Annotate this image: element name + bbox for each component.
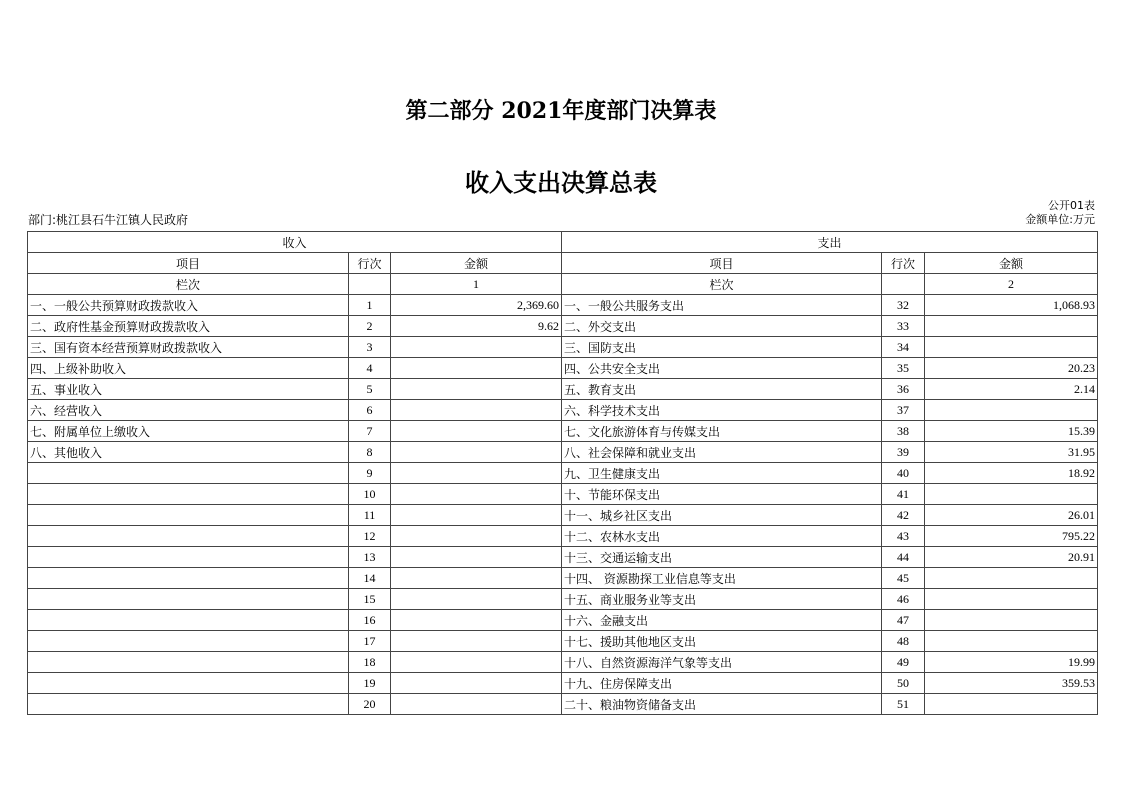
table-row — [28, 358, 1098, 379]
expense-row-number-cell: 34 — [882, 337, 925, 358]
expense-row-no-header: 行次 — [882, 253, 925, 274]
income-item-cell — [28, 547, 349, 568]
table-row — [28, 484, 1098, 505]
expense-amount-cell: 15.39 — [925, 421, 1098, 442]
expense-item-cell: 四、公共安全支出 — [562, 358, 882, 379]
expense-amount-cell — [925, 589, 1098, 610]
expense-sequence-label: 栏次 — [562, 274, 882, 295]
income-item-cell: 四、上级补助收入 — [28, 358, 349, 379]
expense-row-number-cell: 43 — [882, 526, 925, 547]
income-row-no-header: 行次 — [349, 253, 391, 274]
income-amount-cell — [391, 379, 562, 400]
income-amount-header: 金额 — [391, 253, 562, 274]
expense-amount-cell: 31.95 — [925, 442, 1098, 463]
expense-amount-cell: 795.22 — [925, 526, 1098, 547]
table-title: 收入支出决算总表 — [465, 169, 657, 197]
income-row-number-cell: 7 — [349, 421, 391, 442]
expense-item-cell: 十二、农林水支出 — [562, 526, 882, 547]
table-row — [28, 589, 1098, 610]
table-row — [28, 694, 1098, 715]
table-row — [28, 379, 1098, 400]
expense-item-cell: 二十、粮油物资储备支出 — [562, 694, 882, 715]
income-item-cell: 二、政府性基金预算财政拨款收入 — [28, 316, 349, 337]
expense-item-cell: 二、外交支出 — [562, 316, 882, 337]
expense-amount-cell — [925, 631, 1098, 652]
income-sequence-label: 栏次 — [28, 274, 349, 295]
income-row-number-cell: 9 — [349, 463, 391, 484]
expense-amount-cell: 20.23 — [925, 358, 1098, 379]
expense-row-number-cell: 44 — [882, 547, 925, 568]
income-amount-cell — [391, 652, 562, 673]
income-amount-cell: 9.62 — [391, 316, 562, 337]
empty-cell — [882, 274, 925, 295]
income-item-cell — [28, 589, 349, 610]
expense-row-number-cell: 38 — [882, 421, 925, 442]
part-title: 第二部分 2021年度部门决算表 — [405, 98, 717, 124]
expense-amount-cell: 18.92 — [925, 463, 1098, 484]
table-row — [28, 526, 1098, 547]
income-amount-cell — [391, 547, 562, 568]
expense-item-cell: 五、教育支出 — [562, 379, 882, 400]
expense-item-cell: 十一、城乡社区支出 — [562, 505, 882, 526]
expense-amount-cell — [925, 484, 1098, 505]
expense-amount-cell — [925, 316, 1098, 337]
table-row — [28, 400, 1098, 421]
income-amount-cell — [391, 694, 562, 715]
income-row-number-cell: 15 — [349, 589, 391, 610]
income-amount-cell — [391, 505, 562, 526]
expense-row-number-cell: 45 — [882, 568, 925, 589]
table-row — [28, 673, 1098, 694]
expense-item-cell: 十三、交通运输支出 — [562, 547, 882, 568]
income-amount-cell — [391, 568, 562, 589]
income-amount-cell: 2,369.60 — [391, 295, 562, 316]
income-item-cell — [28, 652, 349, 673]
income-item-cell: 八、其他收入 — [28, 442, 349, 463]
expense-row-number-cell: 48 — [882, 631, 925, 652]
expense-amount-header: 金额 — [925, 253, 1098, 274]
income-amount-cell — [391, 484, 562, 505]
expense-amount-cell — [925, 610, 1098, 631]
income-amount-cell — [391, 400, 562, 421]
table-row — [28, 610, 1098, 631]
expense-amount-cell — [925, 337, 1098, 358]
income-amount-cell — [391, 673, 562, 694]
expense-row-number-cell: 33 — [882, 316, 925, 337]
expense-section-header: 支出 — [562, 232, 1098, 253]
income-row-number-cell: 4 — [349, 358, 391, 379]
expense-row-number-cell: 32 — [882, 295, 925, 316]
empty-cell — [349, 274, 391, 295]
expense-amount-cell — [925, 400, 1098, 421]
income-item-cell: 六、经营收入 — [28, 400, 349, 421]
income-item-cell — [28, 568, 349, 589]
expense-item-header: 项目 — [562, 253, 882, 274]
expense-amount-cell: 20.91 — [925, 547, 1098, 568]
income-item-cell: 五、事业收入 — [28, 379, 349, 400]
expense-item-cell: 七、文化旅游体育与传媒支出 — [562, 421, 882, 442]
form-number: 公开01表 — [1048, 199, 1095, 212]
income-item-cell: 三、国有资本经营预算财政拨款收入 — [28, 337, 349, 358]
expense-item-cell: 十、节能环保支出 — [562, 484, 882, 505]
table-row — [28, 568, 1098, 589]
expense-amount-cell: 359.53 — [925, 673, 1098, 694]
income-section-header: 收入 — [28, 232, 562, 253]
income-row-number-cell: 5 — [349, 379, 391, 400]
expense-row-number-cell: 46 — [882, 589, 925, 610]
income-row-number-cell: 16 — [349, 610, 391, 631]
expense-amount-cell: 2.14 — [925, 379, 1098, 400]
expense-row-number-cell: 35 — [882, 358, 925, 379]
income-row-number-cell: 13 — [349, 547, 391, 568]
department-label: 部门:桃江县石牛江镇人民政府 — [28, 213, 189, 227]
income-row-number-cell: 10 — [349, 484, 391, 505]
expense-item-cell: 十八、自然资源海洋气象等支出 — [562, 652, 882, 673]
table-row — [28, 547, 1098, 568]
income-row-number-cell: 20 — [349, 694, 391, 715]
table-row — [28, 316, 1098, 337]
expense-item-cell: 六、科学技术支出 — [562, 400, 882, 421]
expense-row-number-cell: 36 — [882, 379, 925, 400]
table-row — [28, 421, 1098, 442]
income-item-cell — [28, 463, 349, 484]
income-row-number-cell: 1 — [349, 295, 391, 316]
income-amount-cell — [391, 337, 562, 358]
expense-row-number-cell: 42 — [882, 505, 925, 526]
income-row-number-cell: 2 — [349, 316, 391, 337]
income-row-number-cell: 19 — [349, 673, 391, 694]
income-amount-cell — [391, 442, 562, 463]
expense-item-cell: 八、社会保障和就业支出 — [562, 442, 882, 463]
expense-item-cell: 三、国防支出 — [562, 337, 882, 358]
expense-item-cell: 九、卫生健康支出 — [562, 463, 882, 484]
income-row-number-cell: 11 — [349, 505, 391, 526]
expense-item-cell: 十六、金融支出 — [562, 610, 882, 631]
income-item-cell — [28, 694, 349, 715]
income-item-cell: 七、附属单位上缴收入 — [28, 421, 349, 442]
table-row — [28, 337, 1098, 358]
income-item-cell — [28, 610, 349, 631]
income-item-cell — [28, 505, 349, 526]
table-row — [28, 652, 1098, 673]
income-item-cell — [28, 631, 349, 652]
amount-unit-label: 金额单位:万元 — [1025, 213, 1095, 226]
expense-amount-cell — [925, 568, 1098, 589]
expense-amount-cell — [925, 694, 1098, 715]
expense-row-number-cell: 49 — [882, 652, 925, 673]
expense-row-number-cell: 40 — [882, 463, 925, 484]
section-header-row — [28, 232, 1098, 253]
expense-row-number-cell: 51 — [882, 694, 925, 715]
expense-item-cell: 十七、援助其他地区支出 — [562, 631, 882, 652]
income-row-number-cell: 6 — [349, 400, 391, 421]
expense-row-number-cell: 39 — [882, 442, 925, 463]
income-expense-table — [27, 231, 1098, 715]
income-row-number-cell: 14 — [349, 568, 391, 589]
income-amount-cell — [391, 421, 562, 442]
income-item-header: 项目 — [28, 253, 349, 274]
income-amount-cell — [391, 610, 562, 631]
income-item-cell — [28, 673, 349, 694]
income-row-number-cell: 17 — [349, 631, 391, 652]
table-row — [28, 631, 1098, 652]
income-amount-cell — [391, 463, 562, 484]
income-amount-cell — [391, 526, 562, 547]
income-row-number-cell: 12 — [349, 526, 391, 547]
expense-row-number-cell: 50 — [882, 673, 925, 694]
expense-row-number-cell: 47 — [882, 610, 925, 631]
table-row — [28, 463, 1098, 484]
income-row-number-cell: 8 — [349, 442, 391, 463]
table-row — [28, 505, 1098, 526]
column-sequence-row — [28, 274, 1098, 295]
income-amount-cell — [391, 631, 562, 652]
expense-item-cell: 一、一般公共服务支出 — [562, 295, 882, 316]
income-item-cell — [28, 526, 349, 547]
expense-item-cell: 十四、 资源勘探工业信息等支出 — [562, 568, 882, 589]
income-amount-cell — [391, 589, 562, 610]
table-row — [28, 295, 1098, 316]
expense-amount-cell: 19.99 — [925, 652, 1098, 673]
expense-amount-cell: 1,068.93 — [925, 295, 1098, 316]
income-row-number-cell: 3 — [349, 337, 391, 358]
expense-row-number-cell: 41 — [882, 484, 925, 505]
column-header-row — [28, 253, 1098, 274]
expense-item-cell: 十九、住房保障支出 — [562, 673, 882, 694]
expense-item-cell: 十五、商业服务业等支出 — [562, 589, 882, 610]
income-amount-cell — [391, 358, 562, 379]
table-row — [28, 442, 1098, 463]
income-item-cell: 一、一般公共预算财政拨款收入 — [28, 295, 349, 316]
income-item-cell — [28, 484, 349, 505]
expense-column-number: 2 — [925, 274, 1098, 295]
income-column-number: 1 — [391, 274, 562, 295]
expense-row-number-cell: 37 — [882, 400, 925, 421]
income-row-number-cell: 18 — [349, 652, 391, 673]
expense-amount-cell: 26.01 — [925, 505, 1098, 526]
